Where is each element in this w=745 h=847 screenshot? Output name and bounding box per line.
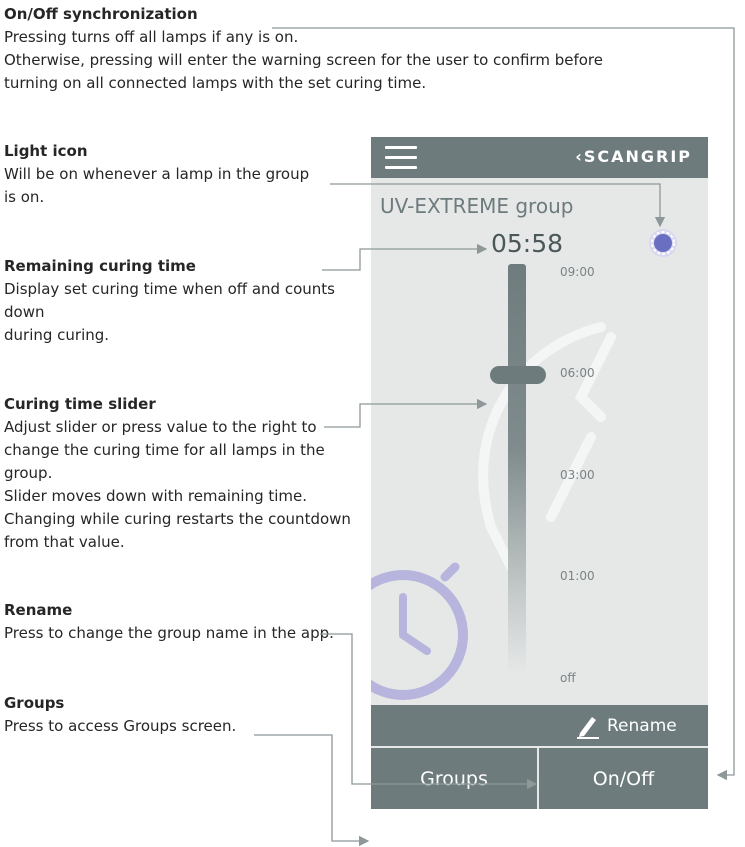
slider-note-title: Curing time slider	[4, 395, 156, 413]
remaining-note-line: Display set curing time when off and counts	[4, 280, 335, 298]
logo-watermark	[451, 317, 631, 577]
groups-note-title: Groups	[4, 694, 65, 712]
slider-note-line: change the curing time for all lamps in the	[4, 441, 325, 459]
hamburger-icon[interactable]	[385, 146, 417, 170]
tick-label-9min[interactable]: 09:00	[560, 265, 595, 279]
onoff-note	[4, 3, 603, 95]
light-note-title: Light icon	[4, 142, 88, 160]
curing-time-slider[interactable]	[508, 264, 526, 674]
top-bar	[371, 137, 708, 178]
pencil-icon	[576, 713, 600, 739]
remaining-note-title: Remaining curing time	[4, 257, 196, 275]
slider-note-line: Adjust slider or press value to the right to	[4, 418, 317, 436]
slider-note-line: from that value.	[4, 533, 125, 551]
tick-label-1min[interactable]: 01:00	[560, 569, 595, 583]
slider-note	[4, 393, 351, 554]
remaining-note-line: during curing.	[4, 326, 110, 344]
onoff-note-line: Otherwise, pressing will enter the warning screen for the user to confirm before	[4, 51, 603, 69]
tick-label-6min[interactable]: 06:00	[560, 366, 595, 380]
rename-note-line: Press to change the group name in the app.	[4, 624, 334, 642]
slider-note-line: Slider moves down with remaining time.	[4, 487, 308, 505]
brand-logo: ‹SCANGRIP	[575, 147, 692, 166]
group-title: UV-EXTREME group	[380, 194, 574, 218]
groups-button[interactable]: Groups	[371, 748, 537, 809]
slider-note-line: Changing while curing restarts the countdown	[4, 510, 351, 528]
slider-note-line: group.	[4, 464, 53, 482]
rename-note	[4, 599, 334, 645]
remaining-note-line: down	[4, 303, 45, 321]
remaining-note	[4, 255, 335, 347]
groups-note	[4, 692, 236, 738]
light-icon	[648, 228, 678, 258]
onoff-button[interactable]: On/Off	[539, 748, 708, 809]
light-note-line: is on.	[4, 188, 45, 206]
rename-label: Rename	[607, 716, 677, 736]
remaining-time: 05:58	[491, 229, 564, 258]
light-note-line: Will be on whenever a lamp in the group	[4, 165, 310, 183]
app-screen	[371, 137, 708, 809]
rename-button[interactable]	[371, 705, 708, 746]
tick-label-3min[interactable]: 03:00	[560, 468, 595, 482]
groups-note-line: Press to access Groups screen.	[4, 717, 237, 735]
slider-handle[interactable]	[490, 366, 546, 384]
onoff-note-line: Pressing turns off all lamps if any is on.	[4, 28, 299, 46]
light-note	[4, 140, 309, 209]
onoff-note-title: On/Off synchronization	[4, 5, 198, 23]
bottom-buttons	[371, 748, 708, 809]
rename-note-title: Rename	[4, 601, 73, 619]
tick-label-off[interactable]: off	[560, 671, 576, 685]
onoff-note-line: turning on all connected lamps with the set curing time.	[4, 74, 427, 92]
